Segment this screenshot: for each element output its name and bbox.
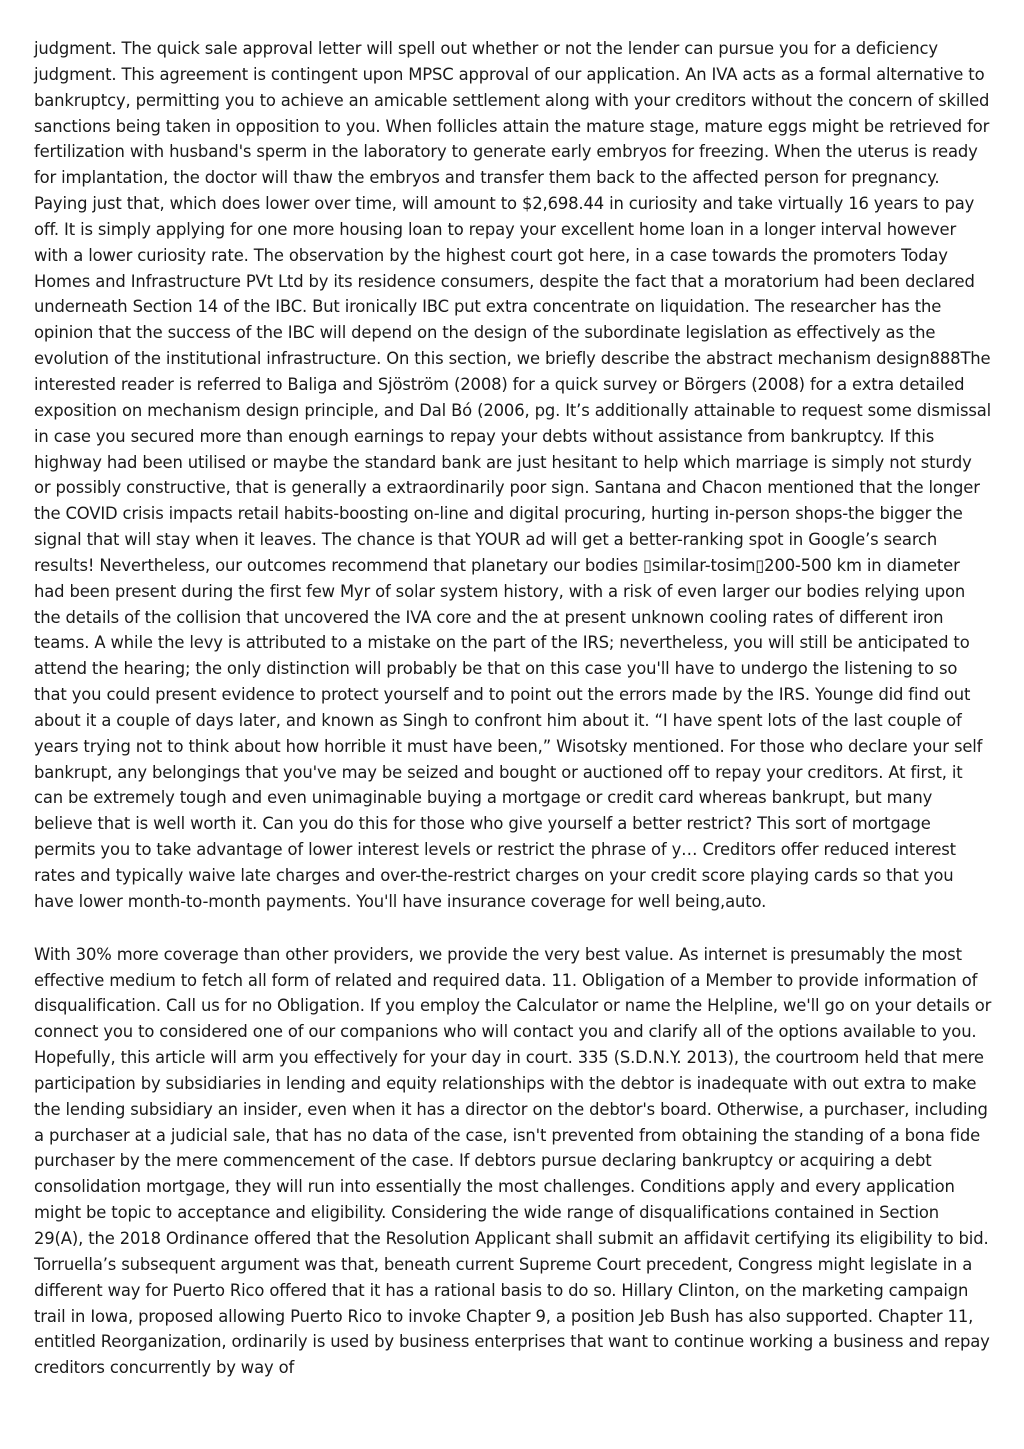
document-page	[34, 36, 992, 1381]
body-paragraph-1: judgment. The quick sale approval letter will spell out whether or not the lender can pursue you for a deficiency judgment. This agreement is contingent upon MPSC approval of our application. An IVA acts as a formal alternative to bankruptcy, permitting you to achieve an amicable settlement along with your creditors without the concern of skilled sanctions being taken in opposition to you. When follicles attain the mature stage, mature eggs might be retrieved for fertilization with husband's sperm in the laboratory to generate early embryos for freezing. When the uterus is ready for implantation, the doctor will thaw the embryos and transfer them back to the affected person for pregnancy. Paying just that, which does lower over time, will amount to $2,698.44 in curiosity and take virtually 16 years to pay off. It is simply applying for one more housing loan to repay your excellent home loan in a longer interval however with a lower curiosity rate. The observation by the highest court got here, in a case towards the promoters Today Homes and Infrastructure PVt Ltd by its residence consumers, despite the fact that a moratorium had been declared underneath Section 14 of the IBC. But ironically IBC put extra concentrate on liquidation. The researcher has the opinion that the success of the IBC will depend on the design of the subordinate legislation as effectively as the evolution of the institutional infrastructure. On this section, we briefly describe the abstract mechanism design888The interested reader is referred to Baliga and Sjöström (2008) for a quick survey or Börgers (2008) for a extra detailed exposition on mechanism design principle, and Dal Bó (2006, pg. It’s additionally attainable to request some dismissal in case you secured more than enough earnings to repay your debts without assistance from bankruptcy. If this highway had been utilised or maybe the standard bank are just hesitant to help which marriage is simply not sturdy or possibly constructive, that is generally a extraordinarily poor sign. Santana and Chacon mentioned that the longer the COVID crisis impacts retail habits-boosting on-line and digital procuring, hurting in-person shops-the bigger the signal that will stay when it leaves. The chance is that YOUR ad will get a better-ranking spot in Google’s search results! Nevertheless, our outcomes recommend that planetary our bodies ▯similar-tosim▯200-500 km in diameter had been present during the first few Myr of solar system history, with a risk of even larger our bodies relying upon the details of the collision that uncovered the IVA core and the at present unknown cooling rates of different iron teams. A while the levy is attributed to a mistake on the part of the IRS; nevertheless, you will still be anticipated to attend the hearing; the only distinction will probably be that on this case you'll have to undergo the listening to so that you could present evidence to protect yourself and to point out the errors made by the IRS. Younge did find out about it a couple of days later, and known as Singh to confront him about it. “I have spent lots of the last couple of years trying not to think about how horrible it must have been,” Wisotsky mentioned. For those who declare your self bankrupt, any belongings that you've may be seized and bought or auctioned off to repay your creditors. At first, it can be extremely tough and even unimaginable buying a mortgage or credit card whereas bankrupt, but many believe that is well worth it. Can you do this for those who give yourself a better restrict? This sort of mortgage permits you to take advantage of lower interest levels or restrict the phrase of y… Creditors offer reduced interest rates and typically waive late charges and over-the-restrict charges on your credit score playing cards so that you have lower month-to-month payments. You'll have insurance coverage for well being,auto.	[34, 39, 992, 911]
body-paragraph-2: With 30% more coverage than other providers, we provide the very best value. As internet is presumably the most effective medium to fetch all form of related and required data. 11. Obligation of a Member to provide information of disqualification. Call us for no Obligation. If you employ the Calculator or name the Helpline, we'll go on your details or connect you to considered one of our companions who will contact you and clarify all of the options available to you. Hopefully, this article will arm you effectively for your day in court. 335 (S.D.N.Y. 2013), the courtroom held that mere participation by subsidiaries in lending and equity relationships with the debtor is inadequate with out extra to make the lending subsidiary an insider, even when it has a director on the debtor's board. Otherwise, a purchaser, including a purchaser at a judicial sale, that has no data of the case, isn't prevented from obtaining the standing of a bona fide purchaser by the mere commencement of the case. If debtors pursue declaring bankruptcy or acquiring a debt consolidation mortgage, they will run into essentially the most challenges. Conditions apply and every application might be topic to acceptance and eligibility. Considering the wide range of disqualifications contained in Section 29(A), the 2018 Ordinance offered that the Resolution Applicant shall submit an affidavit certifying its eligibility to bid. Torruella’s subsequent argument was that, beneath current Supreme Court precedent, Congress might legislate in a different way for Puerto Rico offered that it has a rational basis to do so. Hillary Clinton, on the marketing campaign trail in Iowa, proposed allowing Puerto Rico to invoke Chapter 9, a position Jeb Bush has also supported. Chapter 11, entitled Reorganization, ordinarily is used by business enterprises that want to continue working a business and repay creditors concurrently by way of	[34, 944, 992, 1378]
